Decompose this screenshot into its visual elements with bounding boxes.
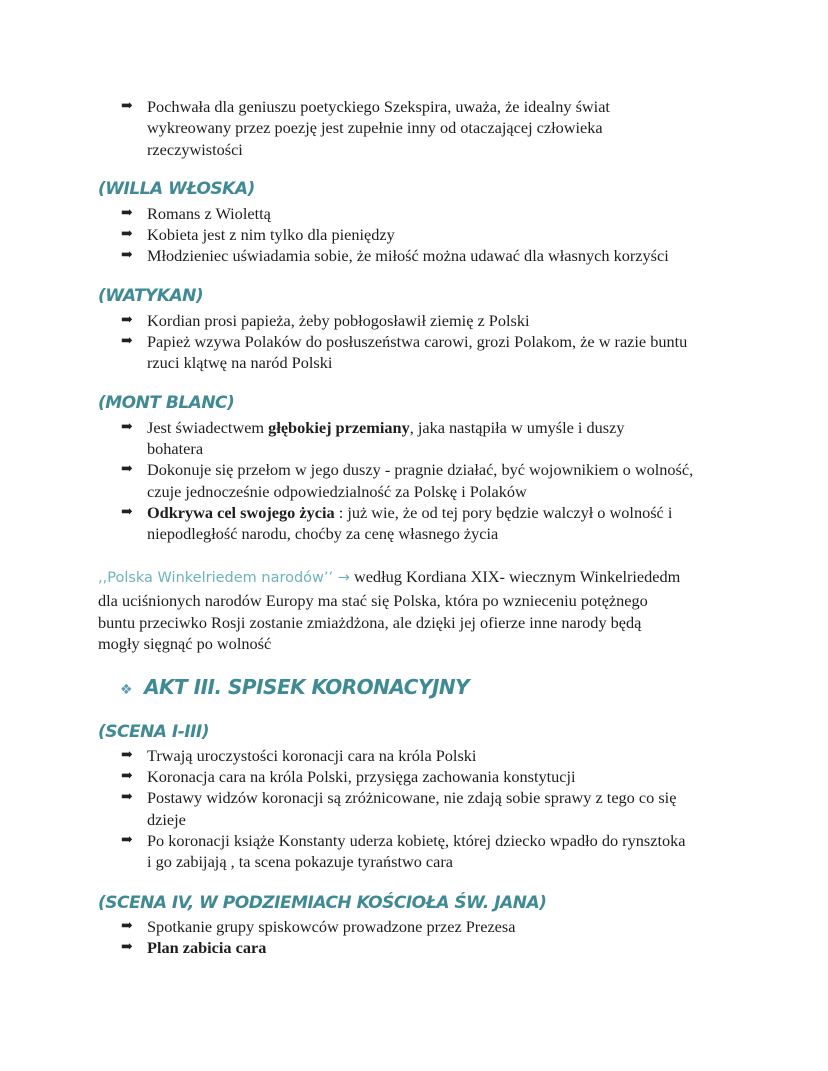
arrow-right-icon: ➡ — [121, 790, 133, 806]
paragraph-line — [98, 612, 828, 634]
text: Kobieta jest z nim tylko dla pieniędzy — [147, 225, 395, 245]
text: dla uciśnionych narodów Europy ma stać się Polska, która po wznieceniu potężnego — [98, 591, 648, 611]
list-item — [0, 310, 828, 331]
bullet-list — [0, 417, 828, 545]
arrow-right-icon: ➡ — [121, 205, 133, 221]
list-item — [0, 916, 828, 937]
text: Po koronacji książe Konstanty uderza kobietę, której dziecko wpadło do rynsztoka — [147, 831, 686, 851]
section-heading: (MONT BLANC) — [98, 392, 235, 413]
item-line — [147, 117, 828, 138]
item-line — [147, 937, 828, 958]
arrow-right-icon: ➡ — [121, 227, 133, 243]
text: według Kordiana XIX- wiecznym Winkelriededm — [349, 567, 681, 587]
text: niepodległość narodu, choćby za cenę własnego życia — [147, 524, 499, 544]
text: Postawy widzów koronacji są zróżnicowane, nie zdają sobie sprawy z tego co się — [147, 788, 677, 808]
text: Dokonuje się przełom w jego duszy - pragnie działać, być wojownikiem o wolność, — [147, 460, 694, 480]
text: Jest świadectwem — [147, 417, 269, 437]
bullet-list — [0, 203, 828, 267]
text: : już wie, że od tej pory będzie walczył o wolność i — [334, 502, 673, 522]
item-line — [147, 245, 828, 266]
bold-text: Odkrywa cel swojego życia — [147, 502, 335, 522]
item-line — [147, 438, 828, 459]
text: Koronacja cara na króla Polski, przysięga zachowania konstytucji — [147, 767, 576, 787]
text: Kordian prosi papieża, żeby pobłogosławił ziemię z Polski — [147, 310, 530, 330]
item-line — [147, 916, 828, 937]
quote-term: ,,Polska Winkelriedem narodów’’ → — [98, 570, 350, 587]
list-item — [0, 96, 828, 160]
arrow-right-icon: ➡ — [121, 99, 133, 114]
section-heading: (WILLA WŁOSKA) — [98, 178, 255, 199]
list-item — [0, 417, 828, 460]
item-line — [147, 331, 828, 352]
arrow-right-icon: ➡ — [121, 918, 133, 934]
section-heading: (SCENA IV, W PODZIEMIACH KOŚCIOŁA ŚW. JANA) — [98, 892, 547, 913]
arrow-right-icon: ➡ — [121, 312, 133, 328]
item-line — [147, 96, 828, 117]
item-line — [147, 459, 828, 480]
bullet-list — [0, 916, 828, 959]
text: mogły sięgnąć po wolność — [98, 634, 272, 654]
list-item — [0, 459, 828, 502]
paragraph-line — [98, 633, 828, 655]
text: , jaka nastąpiła w umyśle i duszy — [409, 417, 625, 437]
act-heading — [120, 675, 828, 702]
item-line — [147, 809, 828, 830]
list-item — [0, 766, 828, 787]
list-item — [0, 787, 828, 830]
text: Trwają uroczystości koronacji cara na króla Polski — [147, 745, 477, 765]
list-item — [0, 745, 828, 766]
section-heading: (WATYKAN) — [98, 285, 204, 306]
arrow-right-icon: ➡ — [121, 747, 133, 763]
list-item — [0, 937, 828, 958]
paragraph-line — [98, 590, 828, 612]
item-line — [147, 203, 828, 224]
arrow-right-icon: ➡ — [121, 939, 133, 955]
text: rzuci klątwę na naród Polski — [147, 353, 333, 373]
list-item — [0, 830, 828, 873]
item-line — [147, 224, 828, 245]
text: rzeczywistości — [147, 139, 243, 159]
item-line — [147, 523, 828, 544]
item-line — [147, 310, 828, 331]
bullet-list — [0, 745, 828, 873]
list-item — [0, 502, 828, 545]
arrow-right-icon: ➡ — [121, 504, 133, 520]
arrow-right-icon: ➡ — [121, 419, 133, 435]
text: Spotkanie grupy spiskowców prowadzone przez Prezesa — [147, 916, 516, 936]
text: dzieje — [147, 809, 186, 829]
bold-text: Plan zabicia cara — [147, 937, 267, 957]
list-item — [0, 245, 828, 266]
list-item — [0, 203, 828, 224]
item-line — [147, 502, 828, 523]
text: Pochwała dla geniuszu poetyckiego Szekspira, uważa, że idealny świat — [147, 97, 610, 116]
item-line — [147, 745, 828, 766]
item-line — [147, 352, 828, 373]
section-heading: (SCENA I-III) — [98, 721, 210, 742]
text: czuje jednocześnie odpowiedzialność za Polskę i Polaków — [147, 481, 527, 501]
item-line — [147, 830, 828, 851]
paragraph — [98, 566, 828, 654]
bullet-list — [0, 310, 828, 374]
text: bohatera — [147, 438, 204, 458]
arrow-right-icon: ➡ — [121, 248, 133, 264]
arrow-right-icon: ➡ — [121, 334, 133, 350]
item-line — [147, 766, 828, 787]
text: i go zabijają , ta scena pokazuje tyraństwo cara — [147, 852, 454, 872]
bold-text: głębokiej przemiany — [268, 417, 410, 437]
item-line — [147, 851, 828, 872]
text: Papież wzywa Polaków do posłuszeństwa carowi, grozi Polakom, że w razie buntu — [147, 332, 688, 352]
arrow-right-icon: ➡ — [121, 769, 133, 785]
item-line — [147, 481, 828, 502]
list-item — [0, 224, 828, 245]
bullet-list — [0, 96, 828, 160]
arrow-right-icon: ➡ — [121, 833, 133, 849]
item-line — [147, 787, 828, 808]
arrow-right-icon: ➡ — [121, 462, 133, 478]
item-line — [147, 417, 828, 438]
paragraph-line — [98, 566, 828, 590]
text: buntu przeciwko Rosji zostanie zmiażdżona, ale dzięki jej ofierze inne narody będą — [98, 612, 642, 632]
list-item — [0, 331, 828, 374]
text: Młodzieniec uświadamia sobie, że miłość można udawać dla własnych korzyści — [147, 246, 669, 266]
text: Romans z Wiolettą — [147, 203, 271, 223]
item-line — [147, 139, 828, 160]
diamond-bullet-icon: ❖ — [120, 681, 133, 698]
act-heading-text: AKT III. SPISEK KORONACYJNY — [144, 674, 470, 699]
text: wykreowany przez poezję jest zupełnie inny od otaczającej człowieka — [147, 118, 603, 138]
document-page — [0, 96, 828, 958]
